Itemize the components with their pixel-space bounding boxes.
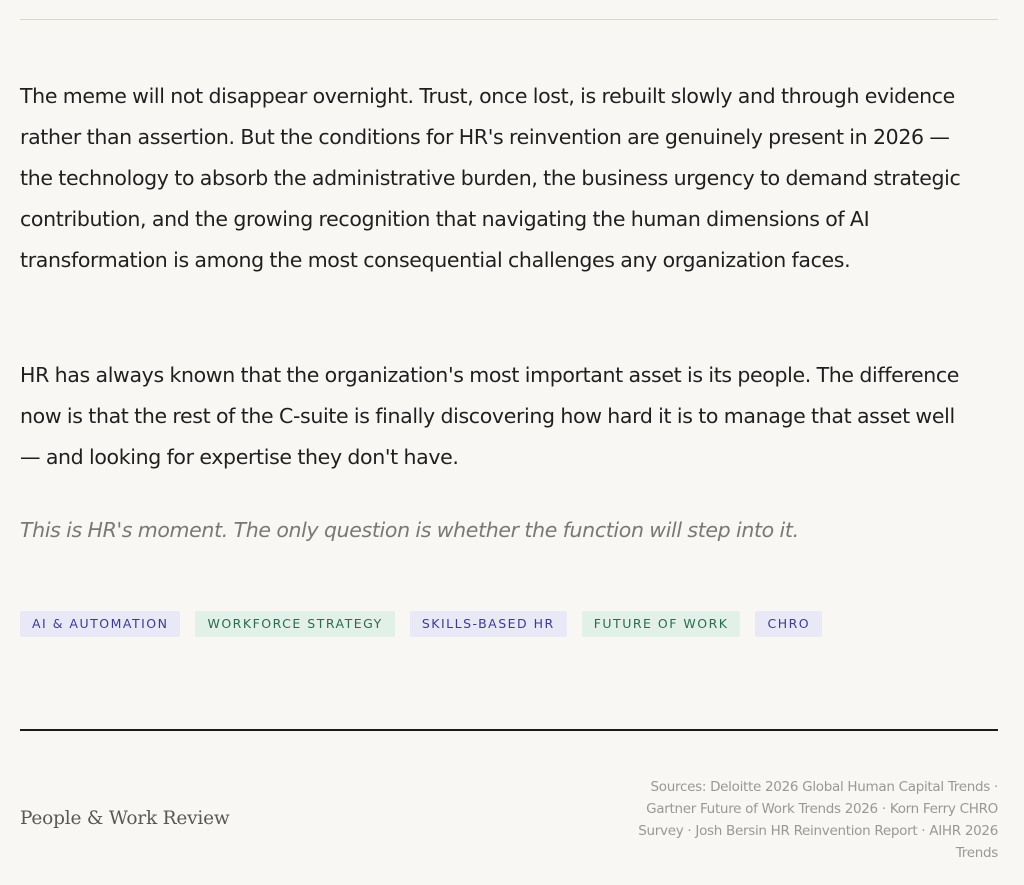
publication-name: People & Work Review bbox=[20, 808, 230, 829]
article-page bbox=[20, 0, 998, 885]
tag-list bbox=[20, 611, 822, 637]
tag-chro[interactable]: CHRO bbox=[755, 611, 822, 637]
footer-divider bbox=[20, 729, 998, 731]
article-paragraph: The meme will not disappear overnight. Trust, once lost, is rebuilt slowly and through evidence rather than assertion. But the conditions for HR's reinvention are genuinely present in 2026 — the technology to absorb the administrative burden, the business urgency to demand strategic contribution, and the growing recognition that navigating the human dimensions of AI transformation is among the most consequential challenges any organization faces. bbox=[20, 84, 961, 272]
sources-note: Sources: Deloitte 2026 Global Human Capital Trends · Gartner Future of Work Trends 2026 · Korn Ferry CHRO Survey · Josh Bersin HR Reinvention Report · AIHR 2026 Trends bbox=[638, 779, 998, 861]
tag-skills-based-hr[interactable]: SKILLS-BASED HR bbox=[410, 611, 567, 637]
article-paragraph: HR has always known that the organization's most important asset is its people. The difference now is that the rest of the C-suite is finally discovering how hard it is to manage that asset well — and looking for expertise they don't have. bbox=[20, 363, 960, 469]
top-divider bbox=[20, 19, 998, 20]
tag-ai-automation[interactable]: AI & AUTOMATION bbox=[20, 611, 180, 637]
tag-workforce-strategy[interactable]: WORKFORCE STRATEGY bbox=[195, 611, 394, 637]
tag-future-of-work[interactable]: FUTURE OF WORK bbox=[582, 611, 741, 637]
closing-statement: This is HR's moment. The only question is whether the function will step into it. bbox=[20, 518, 799, 542]
